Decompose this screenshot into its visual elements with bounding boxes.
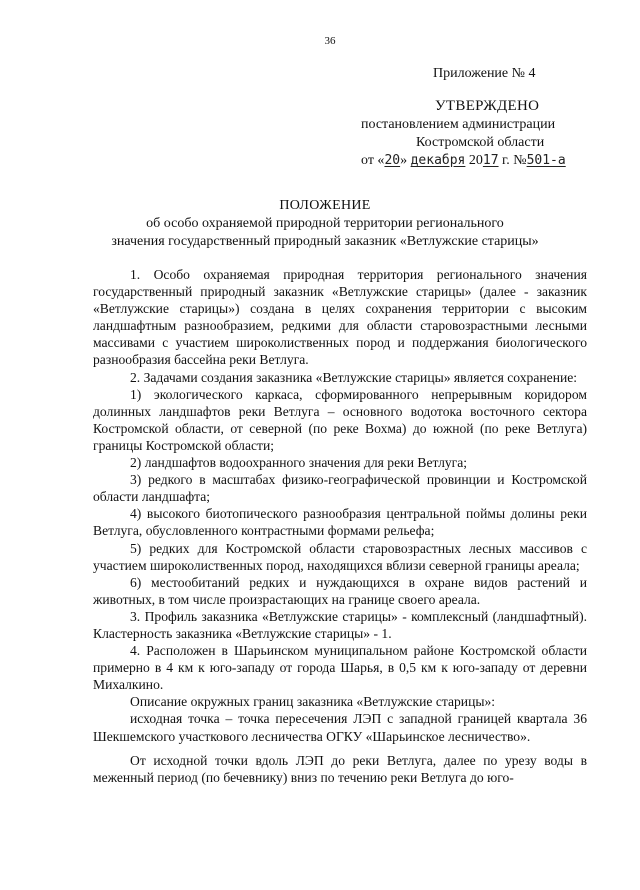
approval-title: УТВЕРЖДЕНО [435, 98, 540, 114]
date-year-prefix: 20 [468, 153, 483, 168]
date-sep: » [400, 153, 408, 168]
paragraph: 4) высокого биотопического разнообразия центральной поймы долины реки Ветлуга, обусловленного контрастными формами рельефа; [93, 506, 587, 539]
paragraph: 4. Расположен в Шарьинском муниципальном районе Костромской области примерно в 4 км к юго-западу от города Шарья, в 0,5 км к юго-западу от деревни Михалкино. [93, 643, 587, 693]
paragraph: исходная точка – точка пересечения ЛЭП с западной границей квартала 36 Шекшемского участкового лесничества ОГКУ «Шарьинское лесничество». [93, 711, 587, 744]
approval-block [355, 96, 605, 170]
date-month-handwritten: декабря [410, 153, 466, 168]
heading-subtitle-2: значения государственный природный заказник «Ветлужские старицы» [111, 234, 539, 249]
appendix-label: Приложение № 4 [433, 66, 536, 81]
heading-title: ПОЛОЖЕНИЕ [279, 198, 371, 213]
paragraph: 1) экологического каркаса, сформированного непрерывным коридором долинных ландшафтов реки Ветлуга – основного водотока восточного сектора Костромской области, от северной (по реке Вохма) до южной (по реке Ветлуга) границы Костромской области; [93, 386, 587, 453]
date-prefix: от « [361, 153, 385, 168]
paragraph: 3. Профиль заказника «Ветлужские старицы» - комплексный (ландшафтный). Кластерность заказника «Ветлужские старицы» - 1. [93, 608, 587, 641]
document-body [93, 266, 587, 786]
paragraph: 2. Задачами создания заказника «Ветлужские старицы» является сохранение: [130, 369, 578, 385]
paragraph: 5) редких для Костромской области старовозрастных лесных массивов с участием широколиственных пород, находящихся вблизи северной границы ареала; [93, 540, 587, 573]
approval-date-line [355, 152, 605, 170]
decree-number-handwritten: 501-а [526, 153, 566, 168]
approval-line-region: Костромской области [416, 135, 545, 150]
paragraph: От исходной точки вдоль ЛЭП до реки Ветлуга, далее по урезу воды в меженный период (по бечевнику) вниз по течению реки Ветлуга до юго- [93, 752, 587, 785]
page-number: 36 [324, 35, 336, 47]
paragraph: 3) редкого в масштабах физико-географической провинции и Костромской области ландшафта; [93, 472, 587, 505]
approval-line-issuer: постановлением администрации [361, 117, 556, 132]
paragraph: Описание окружных границ заказника «Ветлужские старицы»: [130, 694, 496, 710]
document-heading [0, 197, 640, 251]
date-year-suffix: г. № [498, 153, 527, 168]
paragraph: 1. Особо охраняемая природная территория регионального значения государственный природный заказник «Ветлужские старицы» (далее - заказник «Ветлужские старицы») создана в целях сохранения территории с высоким ландшафтным разнообразием, редкими для области старовозрастными лесными массивами с участием широколиственных пород и поддержания биологического разнообразия бассейна реки Ветлуга. [93, 267, 587, 368]
date-day-handwritten: 20 [384, 153, 401, 168]
paragraph: 6) местообитаний редких и нуждающихся в охране видов растений и животных, в том числе произрастающих на границе своего ареала. [93, 574, 587, 607]
paragraph: 2) ландшафтов водоохранного значения для реки Ветлуга; [130, 455, 468, 471]
date-year-handwritten: 17 [482, 153, 499, 168]
heading-subtitle-1: об особо охраняемой природной территории регионального [146, 216, 504, 231]
